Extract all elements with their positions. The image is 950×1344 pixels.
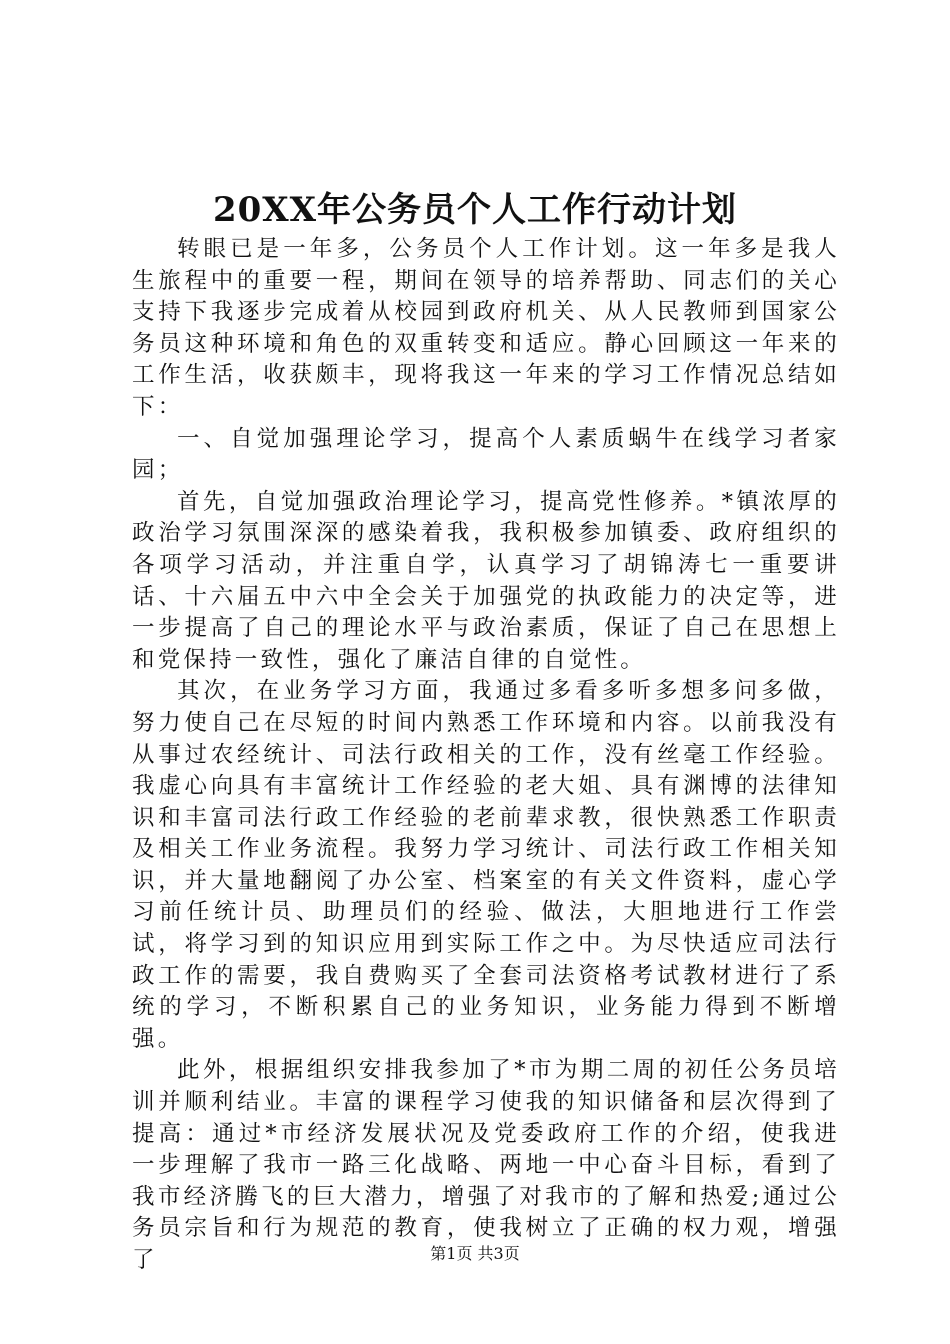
page-footer: 第1页 共3页 xyxy=(430,1244,520,1263)
document-body xyxy=(132,234,840,1277)
paragraph-third: 此外，根据组织安排我参加了*市为期二周的初任公务员培训并顺利结业。丰富的课程学习使我的知识储备和层次得到了提高：通过*市经济发展状况及党委政府工作的介绍，使我进一步理解了我市一路三化战略、两地一中心奋斗目标，看到了我市经济腾飞的巨大潜力，增强了对我市的了解和热爱;通过公务员宗旨和行为规范的教育，使我树立了正确的权力观，增强了 xyxy=(132,1057,840,1273)
paragraph-intro: 转眼已是一年多，公务员个人工作计划。这一年多是我人生旅程中的重要一程，期间在领导的培养帮助、同志们的关心支持下我逐步完成着从校园到政府机关、从人民教师到国家公务员这种环境和角色的双重转变和适应。静心回顾这一年来的工作生活，收获颇丰，现将我这一年来的学习工作情况总结如下： xyxy=(132,236,840,420)
section-heading: 一、自觉加强理论学习，提高个人素质蜗牛在线学习者家园； xyxy=(132,425,840,484)
paragraph-second: 其次，在业务学习方面，我通过多看多听多想多问多做，努力使自己在尽短的时间内熟悉工作环境和内容。以前我没有从事过农经统计、司法行政相关的工作，没有丝毫工作经验。我虚心向具有丰富统计工作经验的老大姐、具有渊博的法律知识和丰富司法行政工作经验的老前辈求教，很快熟悉工作职责及相关工作业务流程。我努力学习统计、司法行政工作相关知识，并大量地翻阅了办公室、档案室的有关文件资料，虚心学习前任统计员、助理员们的经验、做法，大胆地进行工作尝试，将学习到的知识应用到实际工作之中。为尽快适应司法行政工作的需要，我自费购买了全套司法资格考试教材进行了系统的学习，不断积累自己的业务知识，业务能力得到不断增强。 xyxy=(132,678,840,1052)
paragraph-first: 首先，自觉加强政治理论学习，提高党性修养。*镇浓厚的政治学习氛围深深的感染着我，我积极参加镇委、政府组织的各项学习活动，并注重自学，认真学习了胡锦涛七一重要讲话、十六届五中六中全会关于加强党的执政能力的决定等，进一步提高了自己的理论水平与政治素质，保证了自己在思想上和党保持一致性，强化了廉洁自律的自觉性。 xyxy=(132,488,840,673)
document-title: 20XX年公务员个人工作行动计划 xyxy=(212,190,738,230)
